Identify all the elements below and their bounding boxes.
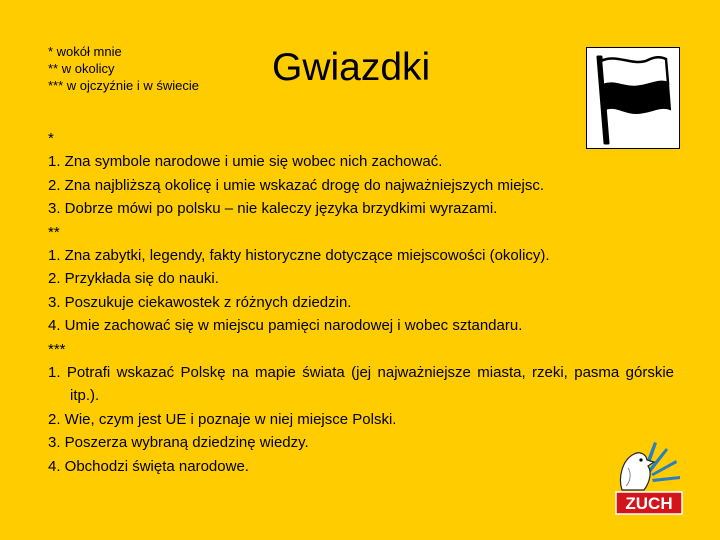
list-item: 3. Dobrze mówi po polsku – nie kaleczy języka brzydkimi wyrazami.	[48, 200, 498, 218]
section-marker-two-stars: **	[48, 223, 60, 241]
list-item: 4. Obchodzi święta narodowe.	[48, 457, 249, 475]
list-item: 3. Poszerza wybraną dziedzinę wiedzy.	[48, 434, 309, 452]
section-marker-three-stars: ***	[48, 340, 66, 358]
requirements-content	[48, 127, 674, 478]
section-marker-one-star: *	[48, 130, 54, 147]
legend-item-three-stars: *** w ojczyźnie i w świecie	[48, 78, 199, 93]
stars-legend	[48, 43, 199, 94]
zuch-logo	[614, 438, 684, 516]
list-item: 1. Zna zabytki, legendy, fakty historyczne dotyczące miejscowości (okolicy).	[48, 247, 550, 265]
page-title: Gwiazdki	[272, 46, 431, 89]
list-item: 2. Zna najbliższą okolicę i umie wskazać drogę do najważniejszych miejsc.	[48, 176, 545, 194]
legend-item-two-stars: ** w okolicy	[48, 61, 115, 76]
logo-text: ZUCH	[625, 494, 673, 513]
legend-item-one-star: * wokół mnie	[48, 44, 122, 59]
list-item: 3. Poszukuje ciekawostek z różnych dziedzin.	[48, 293, 352, 311]
list-item: 2. Przykłada się do nauki.	[48, 270, 219, 288]
list-item: 4. Umie zachować się w miejscu pamięci narodowej i wobec sztandaru.	[48, 317, 523, 335]
list-item: 2. Wie, czym jest UE i poznaje w niej miejsce Polski.	[48, 410, 397, 428]
list-item: 1. Zna symbole narodowe i umie się wobec nich zachować.	[48, 153, 443, 171]
list-item: 1. Potrafi wskazać Polskę na mapie świata (jej najważniejsze miasta, rzeki, pasma górskie itp.).	[48, 364, 674, 405]
